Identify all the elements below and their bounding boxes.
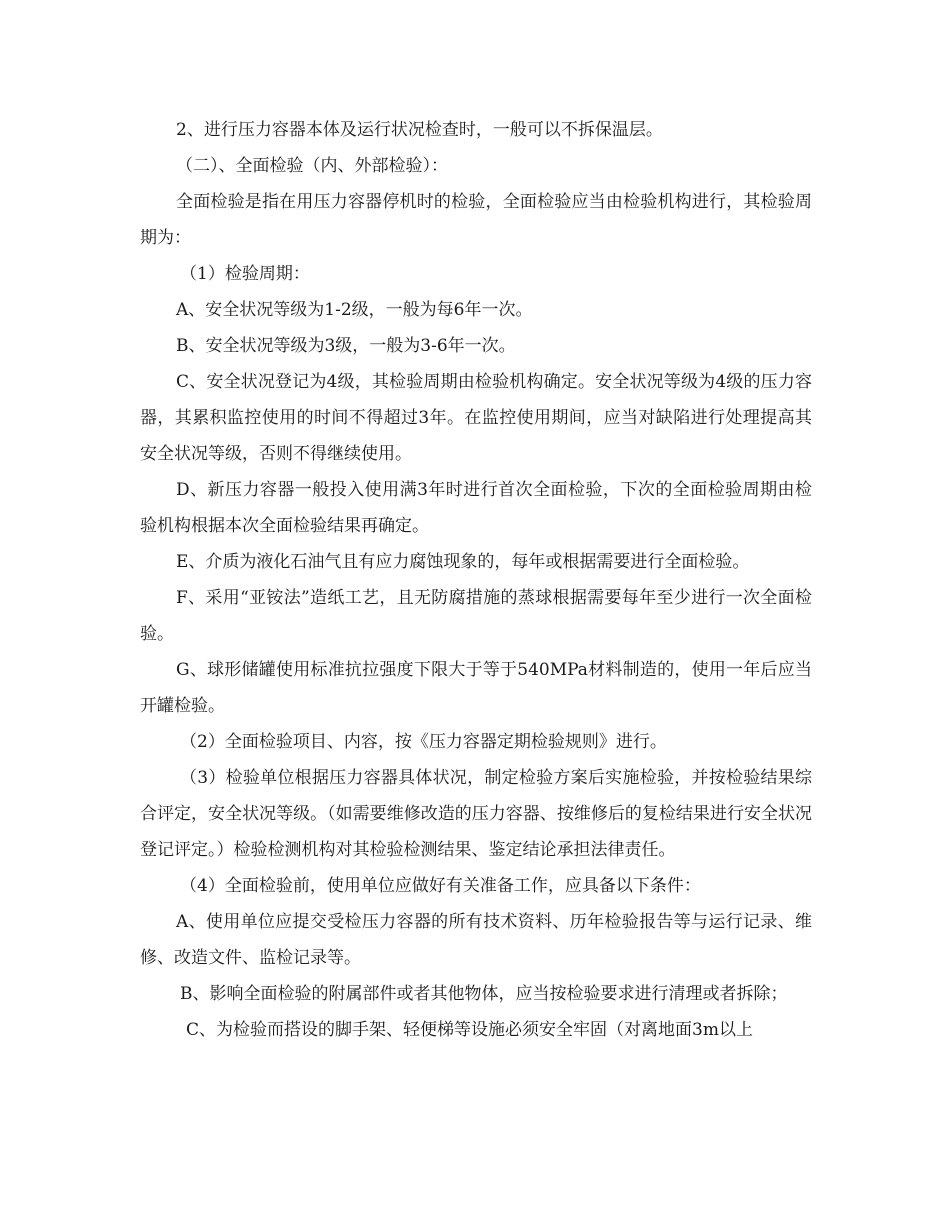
- list-item-f: F、采用“亚铵法”造纸工艺，且无防腐措施的蒸球根据需要每年至少进行一次全面检验。: [140, 588, 812, 644]
- prep-item-a: A、使用单位应提交受检压力容器的所有技术资料、历年检验报告等与运行记录、维修、改造文件、监检记录等。: [140, 912, 812, 968]
- list-item-b: B、安全状况等级为3级，一般为3-6年一次。: [176, 336, 516, 356]
- list-item-e: E、介质为液化石油气且有应力腐蚀现象的，每年或根据需要进行全面检验。: [176, 552, 750, 572]
- document-body: [140, 112, 812, 1048]
- prep-item-b: B、影响全面检验的附属部件或者其他物体，应当按检验要求进行清理或者拆除；: [180, 984, 788, 1004]
- section-heading-full-inspection: （二）、全面检验（内、外部检验）：: [176, 156, 448, 176]
- list-item-a: A、安全状况等级为1-2级，一般为每6年一次。: [176, 300, 533, 320]
- list-item-d: D、新压力容器一般投入使用满3年时进行首次全面检验，下次的全面检验周期由检验机构根据本次全面检验结果再确定。: [140, 480, 812, 536]
- list-item-g: G、球形储罐使用标准抗拉强度下限大于等于540MPa材料制造的，使用一年后应当开罐检验。: [140, 660, 812, 716]
- paragraph-inspection-unit: （3）检验单位根据压力容器具体状况，制定检验方案后实施检验，并按检验结果综合评定，安全状况等级。（如需要维修改造的压力容器、按维修后的复检结果进行安全状况登记评定。）检验检测机构对其检验检测结果、鉴定结论承担法律责任。: [140, 768, 812, 860]
- subheading-preparation: （4）全面检验前，使用单位应做好有关准备工作，应具备以下条件：: [180, 876, 701, 896]
- list-item-c: C、安全状况登记为4级，其检验周期由检验机构确定。安全状况等级为4级的压力容器，其累积监控使用的时间不得超过3年。在监控使用期间，应当对缺陷进行处理提高其安全状况等级，否则不得继续使用。: [140, 372, 812, 464]
- subheading-inspection-cycle: （1）检验周期：: [180, 264, 310, 284]
- prep-item-c: C、为检验而搭设的脚手架、轻便梯等设施必须安全牢固（对离地面3m以上: [186, 1020, 753, 1040]
- paragraph-full-inspection-definition: 全面检验是指在用压力容器停机时的检验，全面检验应当由检验机构进行，其检验周期为：: [140, 192, 812, 248]
- paragraph-inspection-note: 2、进行压力容器本体及运行状况检查时，一般可以不拆保温层。: [176, 120, 663, 140]
- subheading-inspection-items: （2）全面检验项目、内容，按《压力容器定期检验规则》进行。: [180, 732, 667, 752]
